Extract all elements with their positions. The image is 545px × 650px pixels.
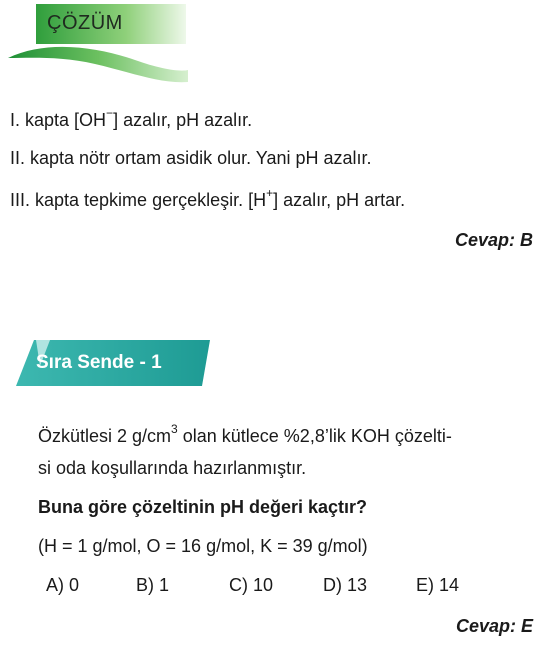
solution-line-2: II. kapta nötr ortam asidik olur. Yani pH azalır.: [10, 148, 372, 168]
solution-answer: Cevap: B: [454, 230, 533, 250]
exercise-answer: Cevap: E: [455, 616, 533, 636]
option-a: A) 0: [46, 575, 80, 595]
solution-line-3: III. kapta tepkime gerçekleşir. [H+] azalır, pH artar.: [10, 186, 406, 210]
option-e: E) 14: [416, 575, 460, 595]
solution-line-1: I. kapta [OH−] azalır, pH azalır.: [10, 106, 253, 130]
exercise-given-masses: (H = 1 g/mol, O = 16 g/mol, K = 39 g/mol): [38, 536, 368, 556]
exercise-stem-line-1: Özkütlesi 2 $g/cm^3$ olan kütlece %2,8’lik KOH çözelti-: [38, 422, 452, 446]
solution-header: ÇÖZÜM: [47, 12, 123, 34]
exercise-question: Buna göre çözeltinin pH değeri kaçtır?: [38, 497, 368, 517]
option-b: B) 1: [136, 575, 170, 595]
exercise-header: Sıra Sende - 1: [36, 352, 162, 373]
exercise-stem-line-2: si oda koşullarında hazırlanmıştır.: [38, 458, 307, 478]
option-c: C) 10: [229, 575, 274, 595]
option-d: D) 13: [323, 575, 368, 595]
